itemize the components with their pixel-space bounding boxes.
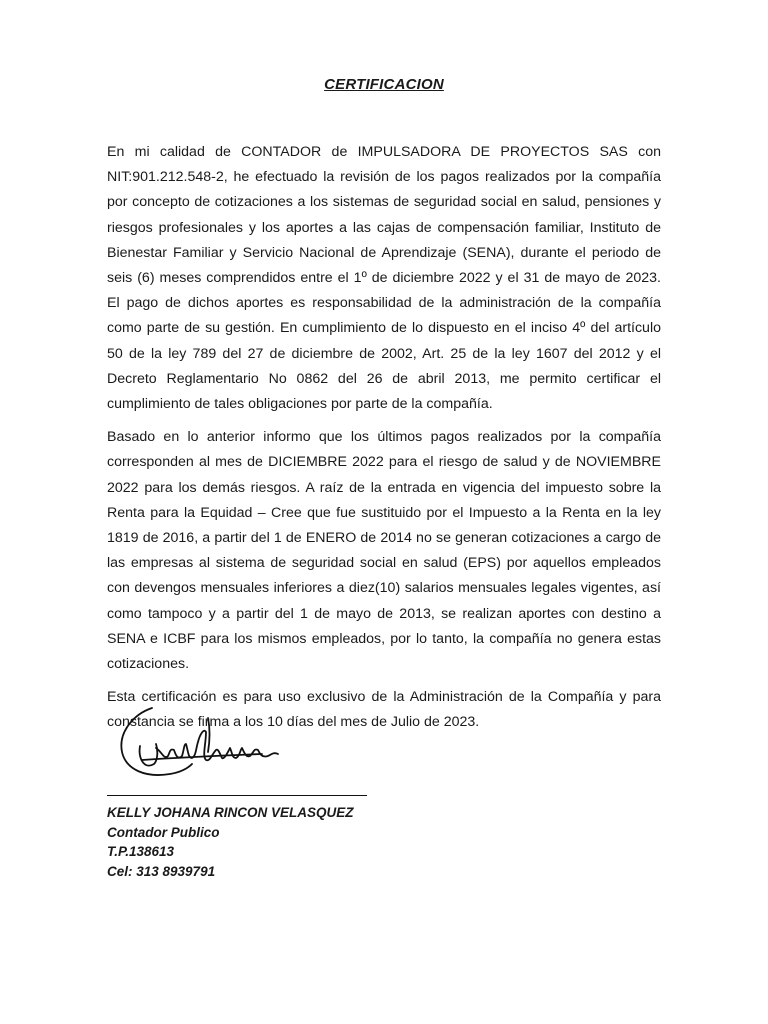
signature-line <box>107 795 367 796</box>
document-body <box>107 140 661 744</box>
paragraph-2: Basado en lo anterior informo que los últimos pagos realizados por la compañía corresponden al mes de DICIEMBRE 2022 para el riesgo de salud y de NOVIEMBRE 2022 para los demás riesgos. A raíz de la entrada en vigencia del impuesto sobre la Renta para la Equidad – Cree que fue sustituido por el Impuesto a la Renta en la ley 1819 de 2016, a partir del 1 de ENERO de 2014 no se generan cotizaciones a cargo de las empresas al sistema de seguridad social en salud (EPS) por aquellos empleados con devengos mensuales inferiores a diez(10) salarios mensuales legales vigentes, así como tampoco y a partir del 1 de mayo de 2013, se realizan aportes con destino a SENA e ICBF para los mismos empleados, por lo tanto, la compañía no genera estas cotizaciones. <box>107 429 661 673</box>
signer-name: KELLY JOHANA RINCON VELASQUEZ <box>107 805 354 820</box>
signer-role: Contador Publico <box>107 824 220 840</box>
document-title: CERTIFICACION <box>324 76 444 93</box>
signer-block <box>107 803 354 881</box>
paragraph-3: Esta certificación es para uso exclusivo de la Administración de la Compañía y para constancia se firma a los 10 días del mes de Julio de 2023. <box>107 689 661 731</box>
handwritten-signature <box>112 700 292 795</box>
paragraph-1: En mi calidad de CONTADOR de IMPULSADORA DE PROYECTOS SAS con NIT:901.212.548-2, he efectuado la revisión de los pagos realizados por la compañía por concepto de cotizaciones a los sistemas de seguridad social en salud, pensiones y riesgos profesionales y los aportes a las cajas de compensación familiar, Instituto de Bienestar Familiar y Servicio Nacional de Aprendizaje (SENA), durante el periodo de seis (6) meses comprendidos entre el 1º de diciembre 2022 y el 31 de mayo de 2023. El pago de dichos aportes es responsabilidad de la administración de la compañía como parte de su gestión. En cumplimiento de lo dispuesto en el inciso 4º del artículo 50 de la ley 789 del 27 de diciembre de 2002, Art. 25 de la ley 1607 del 2012 y el Decreto Reglamentario No 0862 del 26 de abril 2013, me permito certificar el cumplimiento de tales obligaciones por parte de la compañía. <box>107 144 661 413</box>
signer-phone: Cel: 313 8939791 <box>107 863 216 879</box>
signer-tp: T.P.138613 <box>107 844 175 859</box>
